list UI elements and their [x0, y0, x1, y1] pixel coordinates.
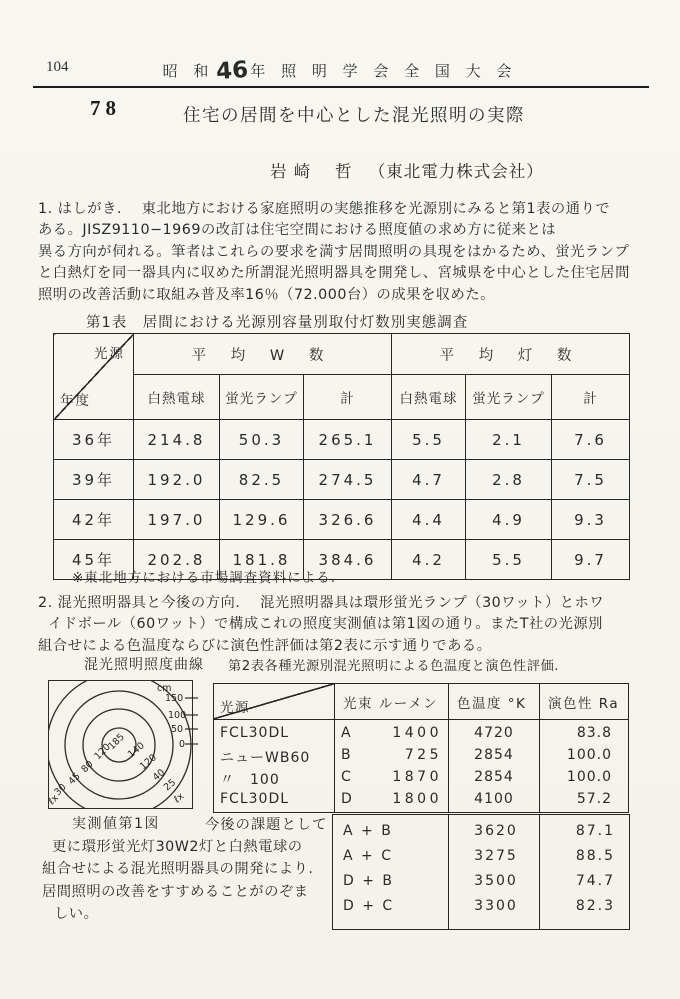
paragraph-line: 更に環形蛍光灯30W2灯と白熱電球の — [52, 839, 303, 855]
author-affiliation: （東北電力株式会社） — [368, 162, 544, 181]
paragraph-line: イドボール（60ワット）で構成これの照度実測値は第1図の通り。またT社の光源別 — [48, 616, 603, 633]
column-header: 白熱電球 — [134, 375, 220, 420]
table-row — [54, 420, 630, 460]
contour-label: 140 — [125, 740, 147, 761]
value-cell: 5.5 — [392, 420, 466, 460]
table2-main — [213, 683, 629, 813]
cct-value: 3500 — [474, 873, 518, 889]
table-row — [54, 460, 630, 500]
scale-tick-label: 150 — [165, 693, 184, 704]
scale-unit-label: cm — [157, 683, 172, 694]
paper-title: 住宅の居間を中心とした混光照明の実際 — [183, 106, 525, 126]
value-cell: 214.8 — [134, 420, 220, 460]
paragraph-line: 居間照明の改善をすすめることがのぞま — [42, 883, 309, 900]
table2-source-column — [214, 720, 334, 812]
table1-footnote: ※東北地方における市場調査資料による. — [72, 570, 337, 586]
contour-label: 25 — [161, 777, 179, 794]
journal-header-right: 年 照 明 学 会 全 国 大 会 — [250, 64, 518, 80]
figure-label: 混光照明照度曲線 — [84, 657, 204, 673]
header-rule — [33, 86, 649, 88]
paragraph-line: ある。JISZ9110−1969の改訂は住宅空間における照度値の求め方に従来とは — [38, 222, 557, 239]
table2-lumen-column — [334, 720, 448, 812]
corner-label-light-source: 光源 — [94, 346, 125, 362]
cct-value: 3300 — [474, 898, 518, 914]
ra-value: 100.0 — [566, 769, 612, 785]
value-cell: 197.0 — [134, 500, 220, 540]
paragraph-line: 1. はしがき. 東北地方における家庭照明の実態推移を光源別にみると第1表の通りで — [38, 201, 611, 217]
table2-combinations — [332, 814, 630, 930]
contour-label: 80 — [79, 758, 96, 776]
group-header-avg-watts: 平 均 W 数 — [134, 334, 392, 375]
section2-paragraph — [38, 593, 654, 657]
ra-value: 74.7 — [575, 873, 615, 889]
combo-label: A + C — [343, 848, 393, 864]
paragraph-line: 2. 混光照明器具と今後の方向. 混光照明器具は環形蛍光ランプ（30ワット）とホワ — [38, 595, 605, 611]
value-cell: 192.0 — [134, 460, 220, 500]
value-cell: 181.8 — [220, 540, 304, 580]
table2-caption: 第2表各種光源別混光照明による色温度と演色性評価. — [228, 659, 560, 674]
cct-value: 2854 — [474, 769, 514, 785]
scale-tick-label: 100 — [168, 710, 187, 721]
value-cell: 2.1 — [466, 420, 552, 460]
table2-header-lumen: 光束 ルーメン — [334, 684, 448, 720]
paragraph-line: 照明の改善活動に取組み普及率16％（72.000台）の成果を収めた。 — [38, 286, 495, 303]
value-cell: 5.5 — [466, 540, 552, 580]
page-number: 104 — [46, 59, 69, 75]
value-cell: 202.8 — [134, 540, 220, 580]
group-header-avg-lamps: 平 均 灯 数 — [392, 334, 630, 375]
journal-year-handwritten: 46 — [215, 56, 250, 86]
table1-corner-cell — [54, 334, 134, 420]
value-cell: 4.4 — [392, 500, 466, 540]
lamp-name: 〃 100 — [220, 772, 280, 788]
isolux-figure — [48, 680, 193, 809]
scale-tick-label: 50 — [171, 724, 184, 735]
paragraph-line: 組合せによる色温度ならびに演色性評価は第2表に示す通りである。 — [38, 637, 492, 654]
combo-label: D + B — [343, 873, 395, 889]
combo-cct-column — [448, 815, 539, 929]
cct-value: 4100 — [474, 791, 514, 807]
table2-header-source: 光源 — [220, 700, 250, 716]
contour-label: 120 — [92, 741, 113, 763]
value-cell: 2.8 — [466, 460, 552, 500]
value-cell: 82.5 — [220, 460, 304, 500]
corner-label-year: 年度 — [60, 393, 91, 409]
column-header: 計 — [304, 375, 392, 420]
cct-value: 3620 — [474, 823, 518, 839]
value-cell: 9.3 — [552, 500, 630, 540]
table2-ra-column — [539, 720, 628, 812]
value-cell: 9.7 — [552, 540, 630, 580]
column-header: 蛍光ランプ — [466, 375, 552, 420]
year-cell: 36年 — [54, 420, 134, 460]
table2-header-ra: 演色性 Ra — [539, 684, 628, 720]
value-cell: 4.2 — [392, 540, 466, 580]
year-cell: 45年 — [54, 540, 134, 580]
table-row — [54, 500, 630, 540]
lamp-code: D — [341, 791, 353, 807]
isolux-diagram — [46, 681, 192, 808]
journal-header — [0, 56, 680, 86]
combo-label: D + C — [343, 898, 395, 914]
value-cell: 384.6 — [304, 540, 392, 580]
paragraph-line: しい。 — [54, 906, 99, 923]
column-header: 蛍光ランプ — [220, 375, 304, 420]
figure-caption: 実測値第1図 — [72, 816, 160, 832]
value-cell: 4.9 — [466, 500, 552, 540]
contour-label: 40 — [150, 767, 168, 784]
lumen-value: 725 — [404, 747, 442, 763]
cct-value: 3275 — [474, 848, 518, 864]
ra-value: 87.1 — [575, 823, 615, 839]
column-header: 白熱電球 — [392, 375, 466, 420]
table2-header-cct: 色温度 °K — [448, 684, 539, 720]
closing-intro: 今後の課題として — [205, 817, 328, 833]
year-cell: 42年 — [54, 500, 134, 540]
scale-tick-label: 0 — [179, 739, 186, 750]
year-cell: 39年 — [54, 460, 134, 500]
value-cell: 129.6 — [220, 500, 304, 540]
combo-ra-column — [539, 815, 629, 929]
lamp-code: A — [341, 725, 352, 741]
contour-label: 45 — [66, 770, 83, 788]
ra-value: 57.2 — [576, 791, 612, 807]
column-header: 計 — [552, 375, 630, 420]
paragraph-line: と白熱灯を同一器具内に収めた所謂混光照明器具を開発し、宮城県を中心とした住宅居間 — [38, 265, 630, 282]
author-name: 岩 崎 哲 — [270, 162, 353, 181]
journal-header-left: 昭 和 — [162, 64, 215, 80]
lamp-name: FCL30DL — [220, 791, 290, 807]
lumen-value: 1800 — [392, 791, 442, 807]
author-line — [270, 158, 544, 182]
combo-label-column — [333, 815, 448, 929]
paragraph-line: 組合せによる混光照明器具の開発により. — [42, 861, 314, 878]
cct-value: 2854 — [474, 747, 514, 763]
value-cell: 326.6 — [304, 500, 392, 540]
table2-corner-cell — [214, 684, 334, 720]
table1-caption: 第1表 居間における光源別容量別取付灯数別実態調査 — [86, 315, 469, 331]
lumen-value: 1400 — [392, 725, 442, 741]
contour-label-center: 185 — [106, 731, 127, 753]
lamp-name: FCL30DL — [220, 725, 290, 741]
intro-paragraph — [38, 199, 648, 306]
paragraph-line: 異る方向が伺れる。筆者はこれらの要求を満す居間照明の具現をはかるため、蛍光ランプ — [38, 243, 630, 260]
paper-number: 78 — [90, 96, 121, 120]
contour-label: 30 — [52, 781, 69, 799]
table2-cct-column — [448, 720, 539, 812]
ra-value: 83.8 — [576, 725, 612, 741]
unit-lx-label: ℓx — [171, 790, 187, 806]
value-cell: 50.3 — [220, 420, 304, 460]
closing-paragraph — [42, 836, 342, 926]
value-cell: 7.6 — [552, 420, 630, 460]
value-cell: 7.5 — [552, 460, 630, 500]
unit-lx-label: ℓx — [46, 792, 61, 808]
lumen-value: 1870 — [392, 769, 442, 785]
cct-value: 4720 — [474, 725, 514, 741]
lamp-name: ニューWB60 — [220, 750, 311, 766]
ra-value: 100.0 — [566, 747, 612, 763]
value-cell: 265.1 — [304, 420, 392, 460]
ra-value: 88.5 — [575, 848, 615, 864]
lamp-code: B — [341, 747, 352, 763]
lamp-code: C — [341, 769, 352, 785]
ra-value: 82.3 — [575, 898, 615, 914]
value-cell: 4.7 — [392, 460, 466, 500]
value-cell: 274.5 — [304, 460, 392, 500]
combo-label: A + B — [343, 823, 393, 839]
table1-survey — [53, 333, 630, 580]
contour-label: 120 — [137, 752, 159, 773]
